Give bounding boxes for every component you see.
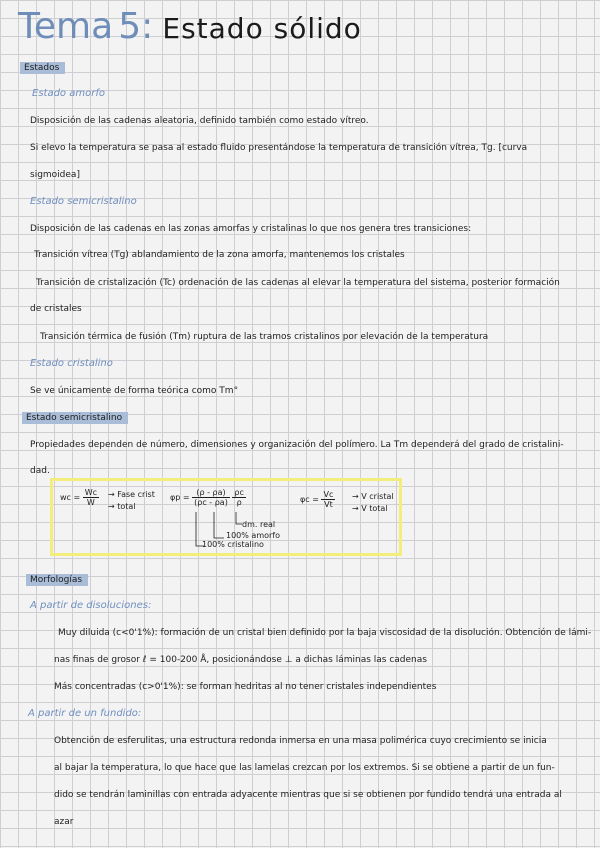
subheading-fundido: A partir de un fundido: [28,708,142,719]
formula-wc: wc = $\frac{Wc}{W}$ [60,488,98,507]
text-line: dido se tendrán laminillas con entrada adyacente mientras que si se obtienen por fundido tendrá una entrada al [54,790,562,800]
formula-note: → V total [352,504,388,513]
text-line: Propiedades dependen de número, dimensiones y organización del polímero. La Tm dependerá del grado de cristalini- [30,440,564,450]
section-estados: Estados [20,62,65,74]
formula-phi-c: φc = $\frac{Vc}{Vt}$ [300,490,334,509]
text-line: Si elevo la temperatura se pasa al estado fluido presentándose la temperatura de transición vítrea, Tg. [curva [30,143,528,153]
title-tema: Tema [18,6,114,47]
text-line: Disposición de las cadenas en las zonas amorfas y cristalinas lo que nos genera tres transiciones: [30,224,472,234]
text-line: nas finas de grosor ℓ = 100-200 Å, posicionándose ⊥ a dichas láminas las cadenas [54,655,427,665]
formula-note: → Fase crist [108,490,155,499]
section-morfologias: Morfologías [26,574,88,586]
text-line: Más concentradas (c>0'1%): se forman hedritas al no tener cristales independientes [54,682,437,692]
formula-note: 100% cristalino [202,540,264,549]
formula-note: 100% amorfo [226,531,281,540]
formula-note: dm. real [242,520,276,529]
text-line: Transición vítrea (Tg) ablandamiento de la zona amorfa, mantenemos los cristales [34,250,405,260]
text-line: Transición de cristalización (Tc) ordenación de las cadenas al elevar la temperatura del sistema, posterior formación [36,278,560,288]
text-line: Muy diluida (c<0'1%): formación de un cristal bien definido por la baja viscosidad de la disolución. Obtención de lámi- [58,628,592,638]
text-line: Obtención de esferulitas, una estructura redonda inmersa en una masa polimérica cuyo crecimiento se inicia [54,736,547,746]
text-line: al bajar la temperatura, lo que hace que las lamelas crezcan por los extremos. Si se obtiene a partir de un fun- [54,763,555,773]
title-number: 5: [118,6,154,47]
formula-note: → total [108,502,136,511]
text-line: azar [54,817,74,827]
section-estado-semicristalino: Estado semicristalino [22,412,128,424]
page-title [18,6,362,47]
text-line: Se ve únicamente de forma teórica como Tm° [30,386,239,396]
text-line: Transición térmica de fusión (Tm) ruptura de las tramos cristalinos por elevación de la temperatura [40,332,489,342]
subheading-cristalino: Estado cristalino [30,358,113,369]
subheading-disoluciones: A partir de disoluciones: [30,600,152,611]
text-line: sigmoidea] [30,170,80,180]
subheading-semicristalino: Estado semicristalino [30,196,137,207]
formula-note: → V cristal [352,492,394,501]
subheading-amorfo: Estado amorfo [32,88,105,99]
text-line: de cristales [30,304,82,314]
title-topic: Estado sólido [162,12,362,45]
text-line: Disposición de las cadenas aleatoria, definido también como estado vítreo. [30,116,369,126]
text-line: dad. [30,466,50,476]
formula-phi-p: φp = $\frac{(\rho - \rho a)}{(\rho c - \rho a)}$ $\frac{\rho c}{\rho}$ [170,488,244,507]
